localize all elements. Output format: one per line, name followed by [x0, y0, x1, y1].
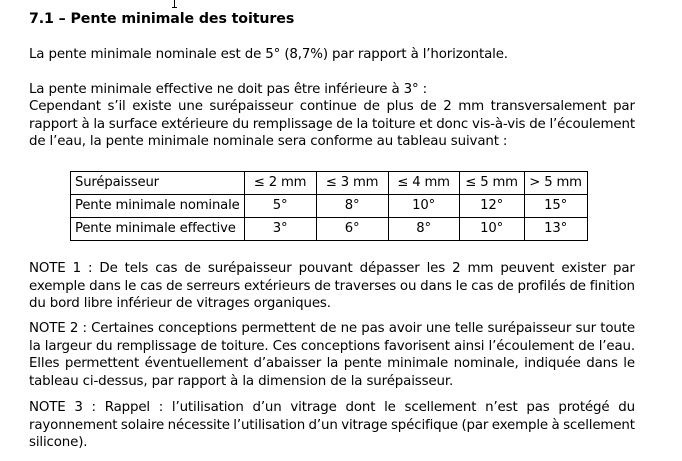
note-1 — [29, 260, 635, 313]
table-row-label: Pente minimale effective — [71, 218, 245, 241]
note-line: rayonnement solaire nécessite l’utilisation d’un vitrage spécifique (par exemple à scellement — [29, 417, 635, 433]
table-cell: 5° — [244, 195, 316, 218]
table-cell: 12° — [459, 195, 524, 218]
table-header-cell: > 5 mm — [524, 172, 587, 195]
note-2 — [29, 320, 635, 390]
section-heading: 7.1 – Pente minimale des toitures — [29, 11, 295, 27]
text-cursor-stem — [174, 0, 175, 7]
text-cursor-icon — [171, 0, 178, 8]
table-cell: 8° — [316, 195, 388, 218]
note-line: NOTE 1 : De tels cas de surépaisseur pouvant dépasser les 2 mm peuvent exister par — [29, 261, 635, 276]
condition-paragraph — [29, 98, 635, 151]
text-cursor-foot — [172, 7, 177, 8]
table-cell: 3° — [244, 218, 316, 241]
table-row — [71, 195, 588, 218]
note-line: exemple dans le cas de serreurs extérieurs de traverses ou dans le cas de profilés de finition — [29, 278, 635, 294]
slope-table — [70, 171, 588, 241]
condition-line: Cependant s’il existe une surépaisseur continue de plus de 2 mm transversalement par — [29, 99, 635, 114]
effective-slope-intro: La pente minimale effective ne doit pas être inférieure à 3° : — [29, 82, 427, 97]
note-3 — [29, 399, 635, 452]
condition-line: rapport à la surface extérieure du remplissage de la toiture et donc vis-à-vis de l’écoulement — [29, 116, 635, 132]
note-line: la largeur du remplissage de toiture. Ces conceptions favorisent ainsi l’écoulement de l’eau. — [29, 338, 635, 354]
table-header-cell: Surépaisseur — [71, 172, 245, 195]
table-cell: 8° — [388, 218, 459, 241]
table-header-cell: ≤ 4 mm — [388, 172, 459, 195]
table-row — [71, 218, 588, 241]
table-cell: 10° — [459, 218, 524, 241]
table-header-cell: ≤ 3 mm — [316, 172, 388, 195]
table-cell: 15° — [524, 195, 587, 218]
note-line: NOTE 2 : Certaines conceptions permettent de ne pas avoir une telle surépaisseur sur toute — [29, 321, 635, 336]
table-header-cell: ≤ 5 mm — [459, 172, 524, 195]
note-line: du bord libre inférieur de vitrages organiques. — [29, 296, 331, 311]
table-header-row — [71, 172, 588, 195]
table-cell: 6° — [316, 218, 388, 241]
table-cell: 10° — [388, 195, 459, 218]
nominal-slope-paragraph: La pente minimale nominale est de 5° (8,7%) par rapport à l’horizontale. — [29, 47, 508, 62]
table-header-cell: ≤ 2 mm — [244, 172, 316, 195]
condition-line: de l’eau, la pente minimale nominale sera conforme au tableau suivant : — [29, 134, 508, 149]
note-line: silicone). — [29, 435, 88, 450]
note-line: Elles permettent éventuellement d’abaisser la pente minimale nominale, indiquée dans le — [29, 356, 635, 371]
note-line: NOTE 3 : Rappel : l’utilisation d’un vitrage dont le scellement n’est pas protégé du — [29, 400, 635, 415]
note-line: tableau ci-dessus, par rapport à la dimension de la surépaisseur. — [29, 373, 454, 389]
table-cell: 13° — [524, 218, 587, 241]
table-row-label: Pente minimale nominale — [71, 195, 245, 218]
